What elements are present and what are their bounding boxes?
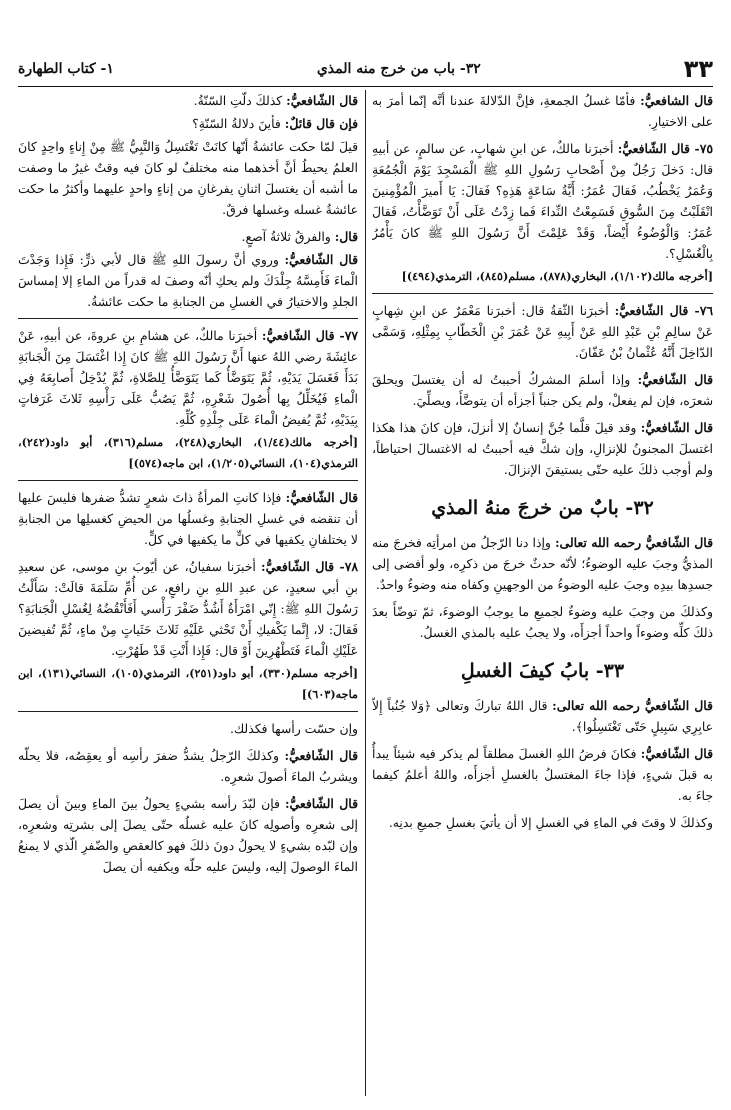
speaker-label: قال الشّافعيُّ رحمه الله تعالى: xyxy=(552,698,713,713)
column-divider xyxy=(365,90,366,1096)
left-column xyxy=(18,90,358,1096)
speaker-label: قال الشّافعيُّ: xyxy=(640,746,713,761)
speaker-label: فإن قال قائلٌ: xyxy=(284,116,358,131)
right-column xyxy=(372,90,713,1096)
separator xyxy=(18,318,358,319)
speaker-label: قال الشّافعيُّ: xyxy=(637,372,713,387)
hadith-77-reference: [أخرجه مالك(١/٤٤)، البخاري(٢٤٨)، مسلم(٣١٦)، أبو داود(٢٤٢)، الترمذي(١٠٤)، النسائي(١/٢٠٥)، ابن ماجه(٥٧٤)] xyxy=(18,435,358,470)
paragraph: قال الشّافعيُّ: فإن لبّدَ رأسه بشيءٍ يحولُ بينَ الماءِ وبينَ أن يصلَ إلى شعرِه وأصولِه كانَ عليه غسلُه حتّى يصلَ إلى بشرتِه وشعرِه، وإن لبّده بشيءٍ لا يحولُ دونَ ذلكَ فهو كالعقصِ والضّفرِ الّذي لا يمنعُ الماءَ الوصولَ إليه، وليسَ عليه حلّه ويكفيه أن يصلَ xyxy=(18,796,358,874)
speaker-label: قال الشّافعيُّ: xyxy=(640,420,713,435)
speaker-label: قال: xyxy=(334,229,358,244)
paragraph: قال الشّافعيُّ: كذلكَ دلّتِ السّنّةُ. xyxy=(193,93,358,108)
paragraph: قال الشّافعيُّ: وكذلكَ الرّجلُ يشدُّ ضفرَ رأسِه أو يعقِصُه، فلا يحلّه ويشربُ الماءَ أصولَ شعرِه. xyxy=(18,748,358,784)
paragraph: قال الشّافعيُّ رحمه الله تعالى: وإذا دنا الرّجلُ من امرأتِه فخرجَ منه المذيُّ وجبَ عليه الوضوءُ؛ لأنّه حدثٌ خرجَ من ذكرِه، ولو أفضى إلى جسدِها بيدِه وجبَ عليه الوضوءُ من الوجهينِ وكفاه منه وضوءٌ واحدٌ. xyxy=(372,535,713,592)
paragraph: قال الشّافعيُّ رحمه الله تعالى: قال اللهُ تباركَ وتعالى ﴿وَلا جُنُباً إِلاّ عابِرِي سَبِيلٍ حَتّى تَغْتَسِلُوا﴾. xyxy=(372,698,713,734)
separator xyxy=(18,480,358,481)
paragraph: قال الشّافعيُّ: وروي أنَّ رسولَ اللهِ ﷺ قال لأبي ذرٍّ: فَإِذا وَجَدْتَ الْماءَ فَأَمِسَّهُ جِلْدَكَ ولم يحكِ أنّه وصفَ له قدراً من الماءِ إلا إمساسَ الجلدِ والاختيارُ في الغسلِ من الجنابةِ ما حكت عائشةُ. xyxy=(18,252,358,309)
hadith-77: ٧٧- قال الشّافعيُّ: أخبرَنا مالكٌ، عن هشامِ بنِ عروةَ، عن أبيهِ، عَنْ عائِشَةَ رضي اللهُ عنها أَنَّ رَسُولَ اللهِ ﷺ كانَ إِذا اغْتَسَلَ مِنَ الْجَنابَةِ بَدَأَ فَغَسَلَ يَدَيْهِ، ثُمَّ يَتَوَضَّأُ كَما يَتَوَضَّأُ لِلصَّلاةِ، ثُمَّ يُدْخِلُ أَصابِعَهُ فِي الْماءِ فَيُخَلِّلُ بِها أُصُولَ شَعْرِهِ، ثُمَّ يَصُبُّ عَلَى رَأْسِهِ ثَلاثَ غَرَفاتٍ بِيَدَيْهِ، ثُمَّ يُفيضُ الْماءَ عَلَى جِلْدِهِ كُلِّهِ. xyxy=(18,328,358,427)
paragraph: وإن حسّت رأسها فكذلك. xyxy=(230,721,358,736)
separator xyxy=(372,293,713,294)
speaker-label: قال الشّافعيُّ: xyxy=(285,490,358,505)
speaker-label: قال الشّافعيُّ رحمه الله تعالى: xyxy=(554,535,713,550)
paragraph: قال الشّافعيُّ: وإذا أسلمَ المشركُ أحببتُ له أن يغتسلَ ويحلقَ شعرَه، فإن لم يفعلْ، ولم يكن جنباً أجزأه أن يتوضَّأَ، ويصلِّيَ. xyxy=(372,372,713,408)
book-title: ١- كتاب الطهارة xyxy=(18,61,114,77)
paragraph: وكذلكَ من وجبَ عليه وضوءٌ لجميعِ ما يوجبُ الوضوءَ، ثمّ توضّأَ بعدَ ذلكَ كلِّه وضوءاً واحداً أجزأَه، ولا يجبُ عليه بالمذي الغسلُ. xyxy=(372,604,713,640)
chapter-heading-32: ٣٢- بابٌ من خرجَ منهُ المذي xyxy=(431,497,654,519)
paragraph: قيلَ لمّا حكت عائشةُ أنّها كانَتْ تَغْتَسِلُ وَالنَّبِيُّ ﷺ مِنْ إِناءٍ واحِدٍ كانَ العلمُ يحيطُ أنَّ أخذهما منه مختلفٌ لو كانَ فيه وقتٌ غيرُ ما وصفت ما أشبه أن يغتسلَ اثنانِ يفرغانِ من إناءٍ واحدٍ عليهما وأكثرُ ما حكت عائشةُ غسله وغسلها فرقٌ. xyxy=(18,139,358,217)
paragraph: وكذلكَ لا وقتَ في الماءِ في الغسلِ إلا أن يأتيَ بغسلِ جميعِ بدنِه. xyxy=(388,815,713,830)
hadith-76: ٧٦- قال الشّافعيُّ: أخبرَنا الثّقةُ قال: أخبرَنا مَعْمَرٌ عن ابنِ شِهابٍ عَنْ سالِمِ بْنِ عَبْدِ اللهِ عَنْ أَبِيهِ عَنْ عُمَرَ بْنِ الْخَطّابِ بِمِثْلِهِ، وَسَمَّى الدّاخِلَ أَنَّهُ عُثْمانُ بْنُ عَفّانَ. xyxy=(372,303,713,360)
chapter-heading-33: ٣٣- بابُ كيفَ الغسلِ xyxy=(460,660,625,682)
separator xyxy=(18,711,358,712)
speaker-label: قال الشّافعيُّ: xyxy=(284,252,358,267)
page-header xyxy=(18,52,713,87)
speaker-label: قال الشافعيُّ: xyxy=(640,93,713,108)
speaker-label: ٧٥- قال الشّافعيُّ: xyxy=(617,141,713,156)
paragraph: قال: والفرقُ ثلاثةُ آصعٍ. xyxy=(241,229,358,244)
page-number: ٣٣ xyxy=(683,55,713,83)
speaker-label: قال الشّافعيُّ: xyxy=(286,93,358,108)
paragraph: قال الشافعيُّ: فأمّا غسلُ الجمعةِ، فإنَّ الدّلالةَ عندنا أنَّه إنّما أمرَ به على الاختيارِ. xyxy=(372,93,713,129)
hadith-75: ٧٥- قال الشّافعيُّ: أخبرَنا مالكٌ، عن ابنِ شهابٍ، عن سالمٍ، عن أبيهِ قال: دَخلَ رَجُلٌ مِنْ أَصْحابِ رَسُولِ اللهِ ﷺ الْمَسْجِدَ يَوْمَ الْجُمُعَةِ وَعُمَرُ يَخْطُبُ، فَقالَ عُمَرُ: أَيَّةُ سَاعَةٍ هَذِهِ؟ فَقالَ: يَا أَميرَ الْمُؤْمِنينَ انْقَلَبْتُ مِنَ السُّوقِ فَسَمِعْتُ النِّداءَ فَما زِدْتُ عَلَى أَنْ تَوَضَّأْتُ، فَقالَ عُمَرُ: وَالْوُضُوءُ أَيْضاً، وَقَدْ عَلِمْتَ أَنَّ رَسُولَ اللهِ ﷺ كانَ يَأْمُرُ بِالْغُسْلِ؟. xyxy=(372,141,713,261)
speaker-label: قال الشّافعيُّ: xyxy=(284,796,358,811)
hadith-78: ٧٨- قال الشّافعيُّ: أخبرَنا سفيانُ، عن أيّوبَ بنِ موسى، عن سعيدِ بنِ أبي سعيدٍ، عن عبدِ اللهِ بنِ رافعٍ، عن أُمِّ سَلَمَةَ قالَتْ: سَأَلْتُ رَسُولَ اللهِ ﷺ: إِنّي امْرَأَةٌ أَشُدُّ ضَفْرَ رَأْسي أَفَأَنْقُضُهُ لِغُسْلِ الْجَنابَةِ؟ فَقالَ: لا، إِنَّما يَكْفيكِ أَنْ تَحْثي عَلَيْهِ ثَلاثَ حَثَياتٍ مِنْ ماءٍ، ثُمَّ تُفيضينَ عَلَيْكِ الْماءَ فَتَطْهُرِينَ أَوْ قال: فَإِذا أَنْتِ قَدْ طَهُرْتِ. xyxy=(18,559,358,658)
hadith-78-reference: [أخرجه مسلم(٣٣٠)، أبو داود(٢٥١)، الترمذي(١٠٥)، النسائي(١٣١)، ابن ماجه(٦٠٣)] xyxy=(18,666,358,701)
paragraph: قال الشّافعيُّ: وقد قيلَ قلَّما جُنَّ إنسانٌ إلا أنزلَ، فإن كانَ هذا هكذا اغتسلَ المجنونُ للإنزالِ، وإن شكَّ فيه أحببتُ له الاغتسالَ احتياطاً، ولم أوجب ذلكَ عليه حتّى يستيقنَ الإنزالَ. xyxy=(372,420,713,477)
paragraph: قال الشّافعيُّ: فكانَ فرضُ اللهِ الغسلَ مطلقاً لم يذكر فيه شيئاً يبدأُ به قبلَ شيءٍ، فإذا جاءَ المغتسلُ بالغسلِ أجزأَه، واللهُ أعلمُ كيفما جاءَ به. xyxy=(372,746,713,803)
hadith-75-reference: [أخرجه مالك(١/١٠٢)، البخاري(٨٧٨)، مسلم(٨٤٥)، الترمذي(٤٩٤)] xyxy=(401,269,713,283)
speaker-label: ٧٦- قال الشّافعيُّ: xyxy=(614,303,713,318)
speaker-label: ٧٧- قال الشّافعيُّ: xyxy=(261,328,358,343)
speaker-label: قال الشّافعيُّ: xyxy=(284,748,358,763)
running-title: ٣٢- باب من خرج منه المذي xyxy=(316,61,481,77)
paragraph: فإن قال قائلٌ: فأينَ دلالةُ السّنّةِ؟ xyxy=(192,116,358,131)
paragraph: قال الشّافعيُّ: فإذا كانتِ المرأةُ ذاتَ شعرٍ تشدُّ ضفرها فليسَ عليها أن تنقضه في غسلِ الجنابةِ وغسلُها من الحيضِ كغسلِها من الجنابةِ لا يختلفانِ يكفيها في كلٍّ ما يكفيها في كلٍّ. xyxy=(18,490,358,547)
speaker-label: ٧٨- قال الشّافعيُّ: xyxy=(261,559,358,574)
